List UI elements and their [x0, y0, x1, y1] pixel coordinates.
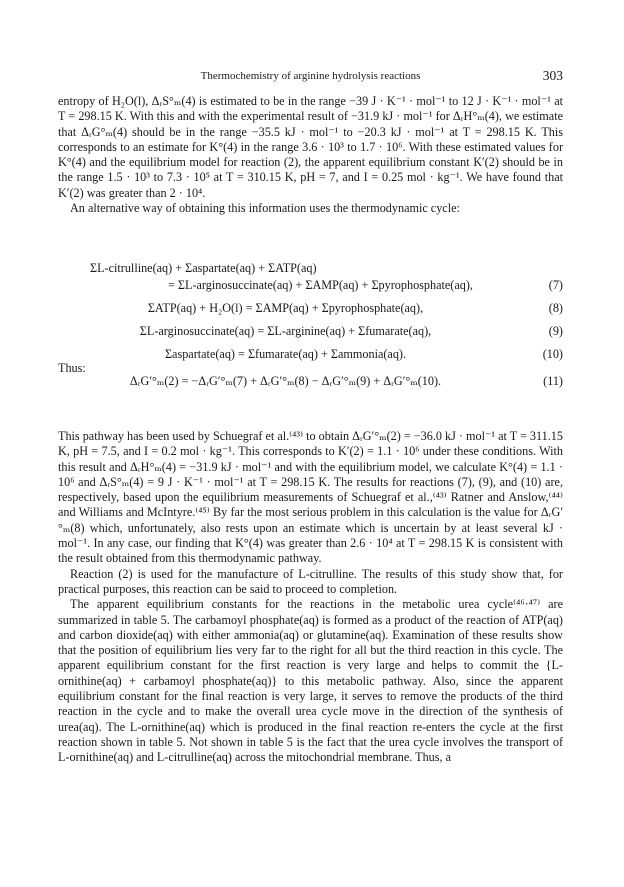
equation-11-number: (11): [543, 374, 563, 388]
equation-8-text: ΣATP(aq) + H₂O(l) = ΣAMP(aq) + Σpyrophosphate(aq),: [147, 301, 424, 315]
paragraph-pathway: This pathway has been used by Schuegraf et al.⁽⁴³⁾ to obtain ΔᵣG′°ₘ(2) = −36.0 kJ · mol⁻¹ at T = 311.15 K, pH = 7.5, and I = 0.2 mol · kg⁻¹. This corresponds to K′(2) = 1.1 · 10⁶ under these conditions. With this result and ΔᵣH°ₘ(4) = −31.9 kJ · mol⁻¹ and with the equilibrium model, we calculate K°(4) = 1.1 · 10⁶ and ΔᵣS°ₘ(4) = 9 J · K⁻¹ · mol⁻¹ at T = 298.15 K. The results for reactions (7), (9), and (10) are, respectively, based upon the equilibrium measurements of Schuegraf et al.,⁽⁴³⁾ Ratner and Anslow,⁽⁴⁴⁾ and Williams and McIntyre.⁽⁴⁵⁾ By far the most serious problem in this calculation is the value for ΔᵣG′°ₘ(8) which, unfortunately, also rests upon an estimate which is uncertain by at least several kJ · mol⁻¹. In any case, our finding that K°(4) was greater than 2.6 · 10⁴ at T = 298.15 K is consistent with the result obtained from this thermodynamic pathway.: [58, 429, 563, 566]
paragraph-continued: entropy of H₂O(l), ΔᵣS°ₘ(4) is estimated to be in the range −39 J · K⁻¹ · mol⁻¹ to 12 J · K⁻¹ · mol⁻¹ at T = 298.15 K. With this and with the experimental result of −31.9 kJ · mol⁻¹ for ΔᵣH°ₘ(4), we estimate that ΔᵣG°ₘ(4) should be in the range −35.5 kJ · mol⁻¹ to −20.3 kJ · mol⁻¹ at T = 298.15 K. This corresponds to an estimate for K°(4) in the range 3.6 · 10³ to 1.7 · 10⁶. With these estimated values for K°(4) and the equilibrium model for reaction (2), the apparent equilibrium constant K′(2) should be in the range 1.5 · 10³ to 7.3 · 10⁵ at T = 310.15 K, pH = 7, and I = 0.25 mol · kg⁻¹. We have found that K′(2) was greater than 2 · 10⁴.: [58, 94, 563, 200]
paragraph-citrulline: Reaction (2) is used for the manufacture of L-citrulline. The results of this study show that, for practical purposes, this reaction can be said to proceed to completion.: [58, 566, 563, 596]
running-title: Thermochemistry of arginine hydrolysis reactions: [200, 70, 421, 82]
equation-7-right: = ΣL-arginosuccinate(aq) + ΣAMP(aq) + Σpyrophosphate(aq),: [168, 278, 473, 292]
equation-8-number: (8): [548, 301, 563, 315]
equation-8: [58, 300, 563, 317]
equation-10-number: (10): [542, 347, 563, 361]
paragraph-urea-cycle: The apparent equilibrium constants for the reactions in the metabolic urea cycle⁽⁴⁶·⁴⁷⁾ are summarized in table 5. The carbamoyl phosphate(aq) is formed as a product of the reaction of ATP(aq) and carbon dioxide(aq) with either ammonia(aq) or glutamine(aq). Examination of these results show that the position of equilibrium lies very far to the right for all but the third reaction in this cycle. The apparent equilibrium constant for the first reaction is very large and helps to commit the {L-ornithine(aq) + carbamoyl phosphate(aq)} to this metabolic pathway. Also, since the apparent equilibrium constant for the final reaction is very large, it serves to remove the products of the third reaction in the cycle and to make the overall urea cycle move in the direction of the synthesis of urea(aq). The L-ornithine(aq) which is produced in the final reaction re-enters the cycle at the first reaction shown in table 5. Not shown in table 5 is the fact that the urea cycle involves the transport of L-ornithine(aq) and L-citrulline(aq) across the mitochondrial membrane. Thus, a: [58, 597, 563, 765]
equation-7-second-line: [58, 277, 563, 294]
running-head: [58, 70, 563, 90]
thus-label: Thus:: [58, 361, 86, 375]
thus-label-line: [58, 363, 563, 373]
equation-block: [58, 260, 563, 390]
paragraph-cycle-intro: An alternative way of obtaining this information uses the thermodynamic cycle:: [70, 201, 460, 216]
page-number: 303: [542, 68, 563, 83]
equation-11-text: ΔᵣG′°ₘ(2) = −ΔᵣG′°ₘ(7) + ΔᵣG′°ₘ(8) − ΔᵣG′°ₘ(9) + ΔᵣG′°ₘ(10).: [129, 374, 442, 388]
equation-9-number: (9): [548, 324, 563, 338]
top-text-block: [58, 94, 563, 216]
bottom-text-block: [58, 429, 563, 766]
equation-9-text: ΣL-arginosuccinate(aq) = ΣL-arginine(aq) + Σfumarate(aq),: [139, 324, 432, 338]
equation-7-left: ΣL-citrulline(aq) + Σaspartate(aq) + ΣATP(aq): [90, 261, 317, 275]
equation-10: [58, 346, 563, 363]
equation-11: [58, 373, 563, 390]
equation-10-text: Σaspartate(aq) = Σfumarate(aq) + Σammonia(aq).: [164, 347, 407, 361]
equation-7-first-line: [58, 260, 563, 277]
equation-7-number: (7): [548, 278, 563, 292]
equation-9: [58, 323, 563, 340]
